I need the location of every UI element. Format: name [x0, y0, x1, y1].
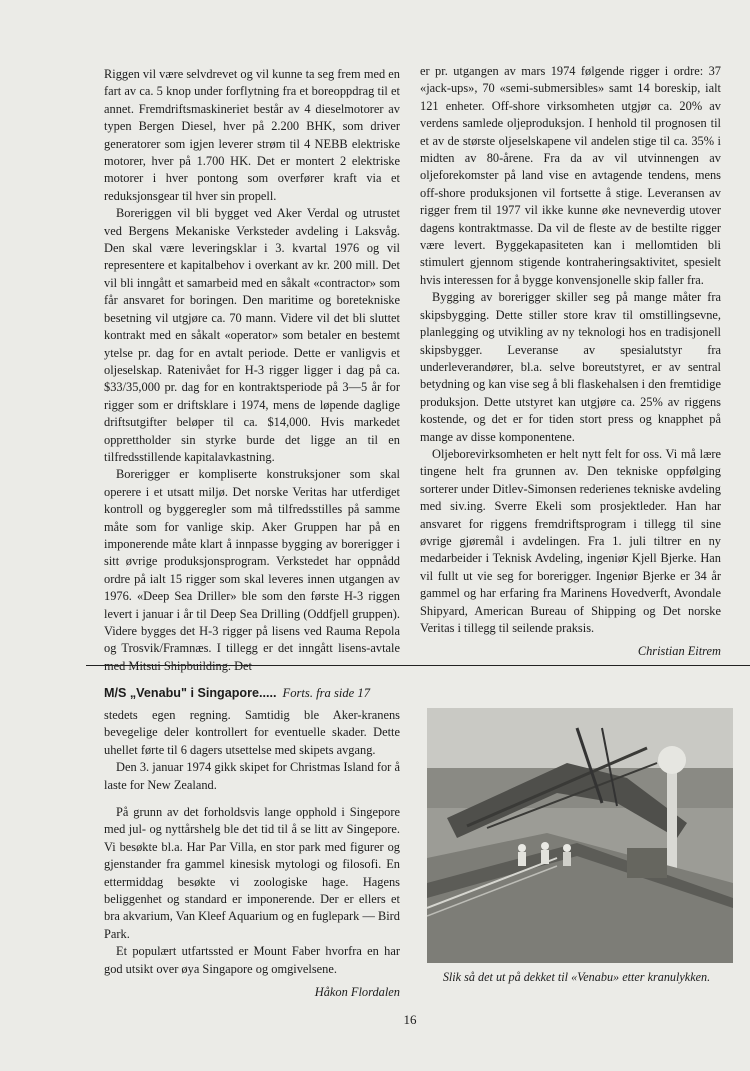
paragraph: stedets egen regning. Samtidig ble Aker-kranens bevegelige deler kontrollert for eventuelle skader. Dette uhellet førte til 6 dagers utsettelse med skipets avgang. — [104, 708, 400, 757]
continuation-title: M/S „Venabu" i Singapore..... — [104, 686, 277, 700]
page-number: 16 — [403, 1012, 417, 1027]
photo-caption: Slik så det ut på dekket til «Venabu» etter kranulykken. — [442, 970, 711, 984]
article-left-column — [104, 66, 400, 675]
article-author: Christian Eitrem — [637, 644, 721, 659]
article-right-column — [420, 63, 721, 661]
continuation-heading — [104, 686, 404, 701]
continuation-author: Håkon Flordalen — [314, 985, 400, 1000]
paragraph: Et populært utfartssted er Mount Faber hvorfra en har god utsikt over øya Singapore og omgivelsene. — [104, 944, 400, 976]
paragraph: er pr. utgangen av mars 1974 følgende rigger i ordre: 37 «jack-ups», 70 «semi-submersibles» samt 14 boreskip, ialt 121 enheter. Off-shore virksomheten utgjør ca. 20% av verdens samlede oljeproduksjon. I henhold til prognosen til et av de største oljeselskapene vil andelen stige til ca. 35% i midten av 80-årene. Fra da av vil utvinnengen av oljeforekomster på land vise en avtagende tendens, mens off-shore produksjonen vil fortsette å stige. Leveransen av rigger frem til 1977 vil ikke kunne øke nevneverdig utover dagens kontraktmasse. Da vil de fleste av de bestilte rigger være levert. Byggekapasiteten kan i mellomtiden bli stimulert gjennom stigende kontraheringsaktivitet, spesielt hvis interessen for å bygge konvensjonelle skip faller fra. — [420, 64, 721, 287]
paragraph: Boreriggen vil bli bygget ved Aker Verdal og utrustet ved Bergens Mekaniske Verksteder avdeling i Laksvåg. Den skal være leveringsklar i 3. kvartal 1976 og vil representere et kapitalbehov i overkant av kr. 200 mill. Det vil bli inngått et samarbeid med en såkalt «contractor» som får ansvaret for boringen. Den maritime og boretekniske besetning vil utgjøre ca. 70 mann. Videre vil det bli sluttet kontrakt med en såkalt «operator» som betaler en bestemt ytelse pr. dag for en avtalt periode. Dette er vanligvis et oljeselskap. Ratenivået for H-3 rigger ligger i dag på ca. $33/35,000 pr. dag for en kontraktsperiode på 3—5 år for rigger som er driftsklare i 1974, mens de løpende daglige driftsutgifter beløper til ca. $14,000. Hvis markedet opprettholder sin styrke burde det ligge an til en tilfredsstillende kapitalavkastning. — [104, 206, 400, 464]
photo-illustration — [427, 708, 733, 963]
continuation-reference: Forts. fra side 17 — [282, 686, 370, 700]
paragraph: Den 3. januar 1974 gikk skipet for Christmas Island for å laste for New Zealand. — [104, 760, 400, 792]
ship-deck-photo — [427, 708, 733, 963]
paragraph: På grunn av det forholdsvis lange opphold i Singepore med jul- og nyttårshelg ble det tid til å se litt av Singepore. Vi besøkte bl.a. Har Par Villa, en stor park med figurer og gjenstander fra gammel kinesisk mytologi og filosofi. En ettermiddag besøkte vi zoologiske hage. Hagens beliggenhet og standard er imponerende. Der er ellers et bra akvarium, Van Kleef Aquarium og en fuglepark — Bird Park. — [104, 805, 400, 941]
paragraph: Bygging av borerigger skiller seg på mange måter fra skipsbygging. Dette stiller store krav til omstillingsevne, planlegging og utvikling av ny teknologi hos en tradisjonell skipsbygger. Leveranse av spesialutstyr fra underleverandører, bl.a. selve boreutstyret, er av sentral betydning og kan vise seg å bli flaskehalsen i den fremtidige produksjon. Dette utstyret kan utgjøre ca. 25% av riggens kostende, og det er for tiden stort press og knapphet på mange av disse komponentene. — [420, 290, 721, 444]
section-divider — [86, 665, 750, 666]
continuation-column — [104, 707, 400, 1002]
paragraph: Riggen vil være selvdrevet og vil kunne ta seg frem med en fart av ca. 5 knop under forflytning fra et boreoppdrag til et annet. Fremdriftsmaskineriet består av 4 dieselmotorer av typen Bergen Diesel, hver på 2.200 BHK, som driver generatorer som igjen leverer strøm til 4 NEBB elektriske motorer, hver på 1.700 HK. Det er montert 2 elektriske motorer i hver pontong som overfører kraft via et reduksjonsgear til hver sin propell. — [104, 67, 400, 203]
paragraph: Borerigger er kompliserte konstruksjoner som skal operere i et utsatt miljø. Det norske Veritas har utferdiget kontroll og byggeregler som må tilfredsstilles på samme måte som for vanlige skip. Aker Gruppen har på en imponerende måte klart å innpasse bygging av borerigger i sitt øvrige produksjonsprogram. Verkstedet har oppnådd ordre på ialt 15 rigger som skal leveres innen utgangen av 1976. «Deep Sea Driller» ble som den første H-3 riggen levert i januar i år til Deep Sea Drilling (Oddfjell gruppen). Videre bygges det H-3 rigger på lisens ved Rauma Repola og Trosvik/Framnæs. I tillegg er det inngått lisens-avtale med Mitsui Shipbuilding. Det — [104, 467, 400, 673]
paragraph: Oljeborevirksomheten er helt nytt felt for oss. Vi må lære tingene helt fra grunnen av. Den tekniske oppfølging sorterer under Ditlev-Simonsen rederienes tekniske avdeling med siv.ing. Sverre Ekeli som prosjektleder. Han har ansvaret for riggens fremdriftsprogram i tillegg til sine øvrige gjøremål i avdelingen. Fra 1. juli tiltrer en ny medarbeider i Teknisk Avdeling, ingeniør Kjell Bjerke. Han vil fullt ut vie seg for borerigger. Ingeniør Bjerke er 34 år gammel og har erfaring fra Marinens Hovedverft, Avondale Shipyard, American Bureau of Shipping og Det norske Veritas i tillegg til seilende praksis. — [420, 446, 721, 635]
